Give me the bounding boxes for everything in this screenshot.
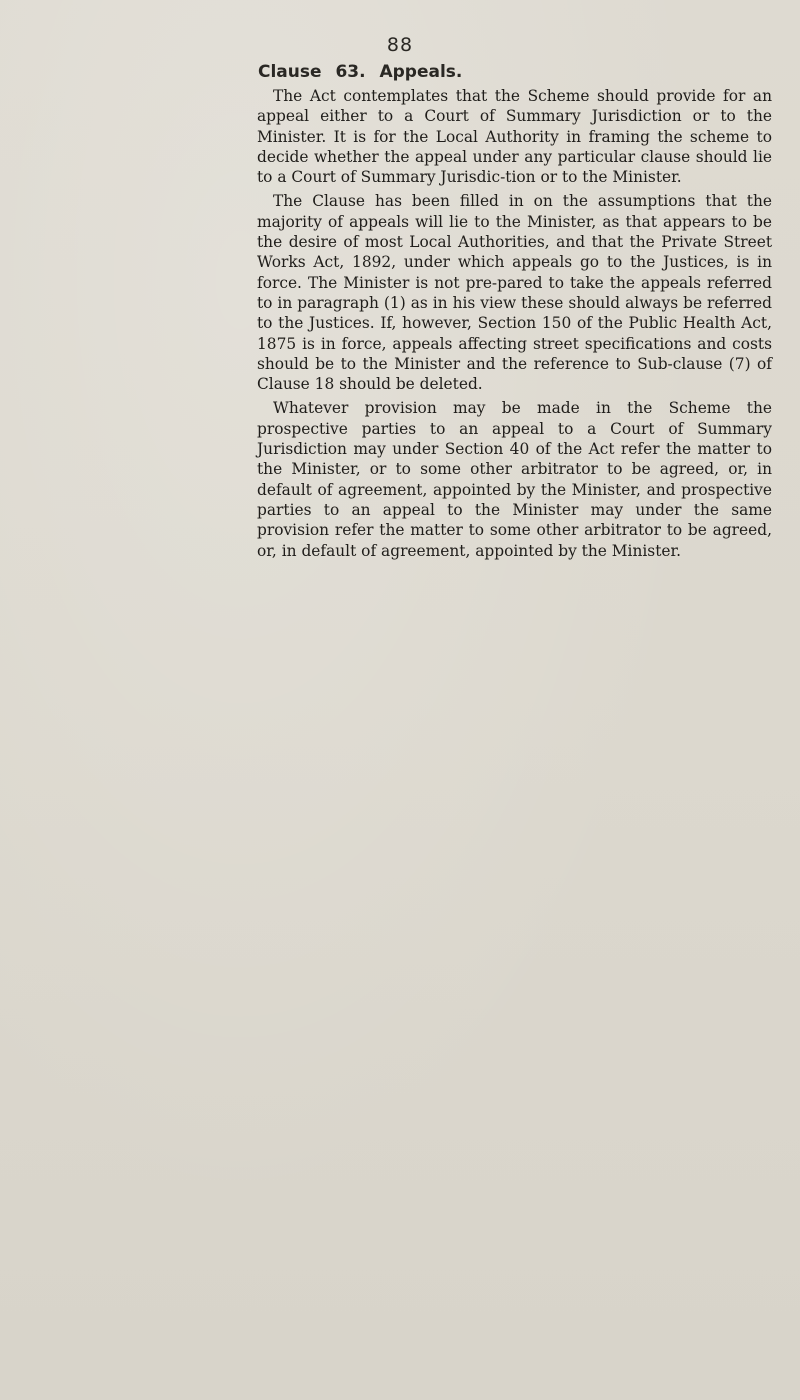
paragraph-assumptions: The Clause has been filled in on the assumptions that the majority of appeals will lie to the Minister, as that appears to be the desire of most Local Authorities, and that the Private Street Works Act, 1892, under which appeals go to the Justices, is in force. The Minister is not pre-pared to take the appeals referred to in paragraph (1) as in his view these should always be referred to the Justices. If, however, Section 150 of the Public Health Act, 1875 is in force, appeals affecting street specifications and costs should be to the Minister and the reference to Sub-clause (7) of Clause 18 should be deleted. [257, 192, 772, 394]
clause-heading: Clause 63. Appeals. [258, 62, 463, 82]
page-number: 88 [386, 34, 414, 56]
body-text [257, 86, 772, 565]
paragraph-appeal-provision: The Act contemplates that the Scheme should provide for an appeal either to a Court of Summary Jurisdiction or to the Minister. It is for the Local Authority in framing the scheme to decide whether the appeal under any particular clause should lie to a Court of Summary Jurisdic-tion or to the Minister. [257, 87, 772, 187]
paragraph-arbitration: Whatever provision may be made in the Scheme the prospective parties to an appeal to a Court of Summary Jurisdiction may under Section 40 of the Act refer the matter to the Minister, or to some other arbitrator to be agreed, or, in default of agreement, appointed by the Minister, and prospective parties to an appeal to the Minister may under the same provision refer the matter to some other arbitrator to be agreed, or, in default of agreement, appointed by the Minister. [257, 399, 772, 560]
